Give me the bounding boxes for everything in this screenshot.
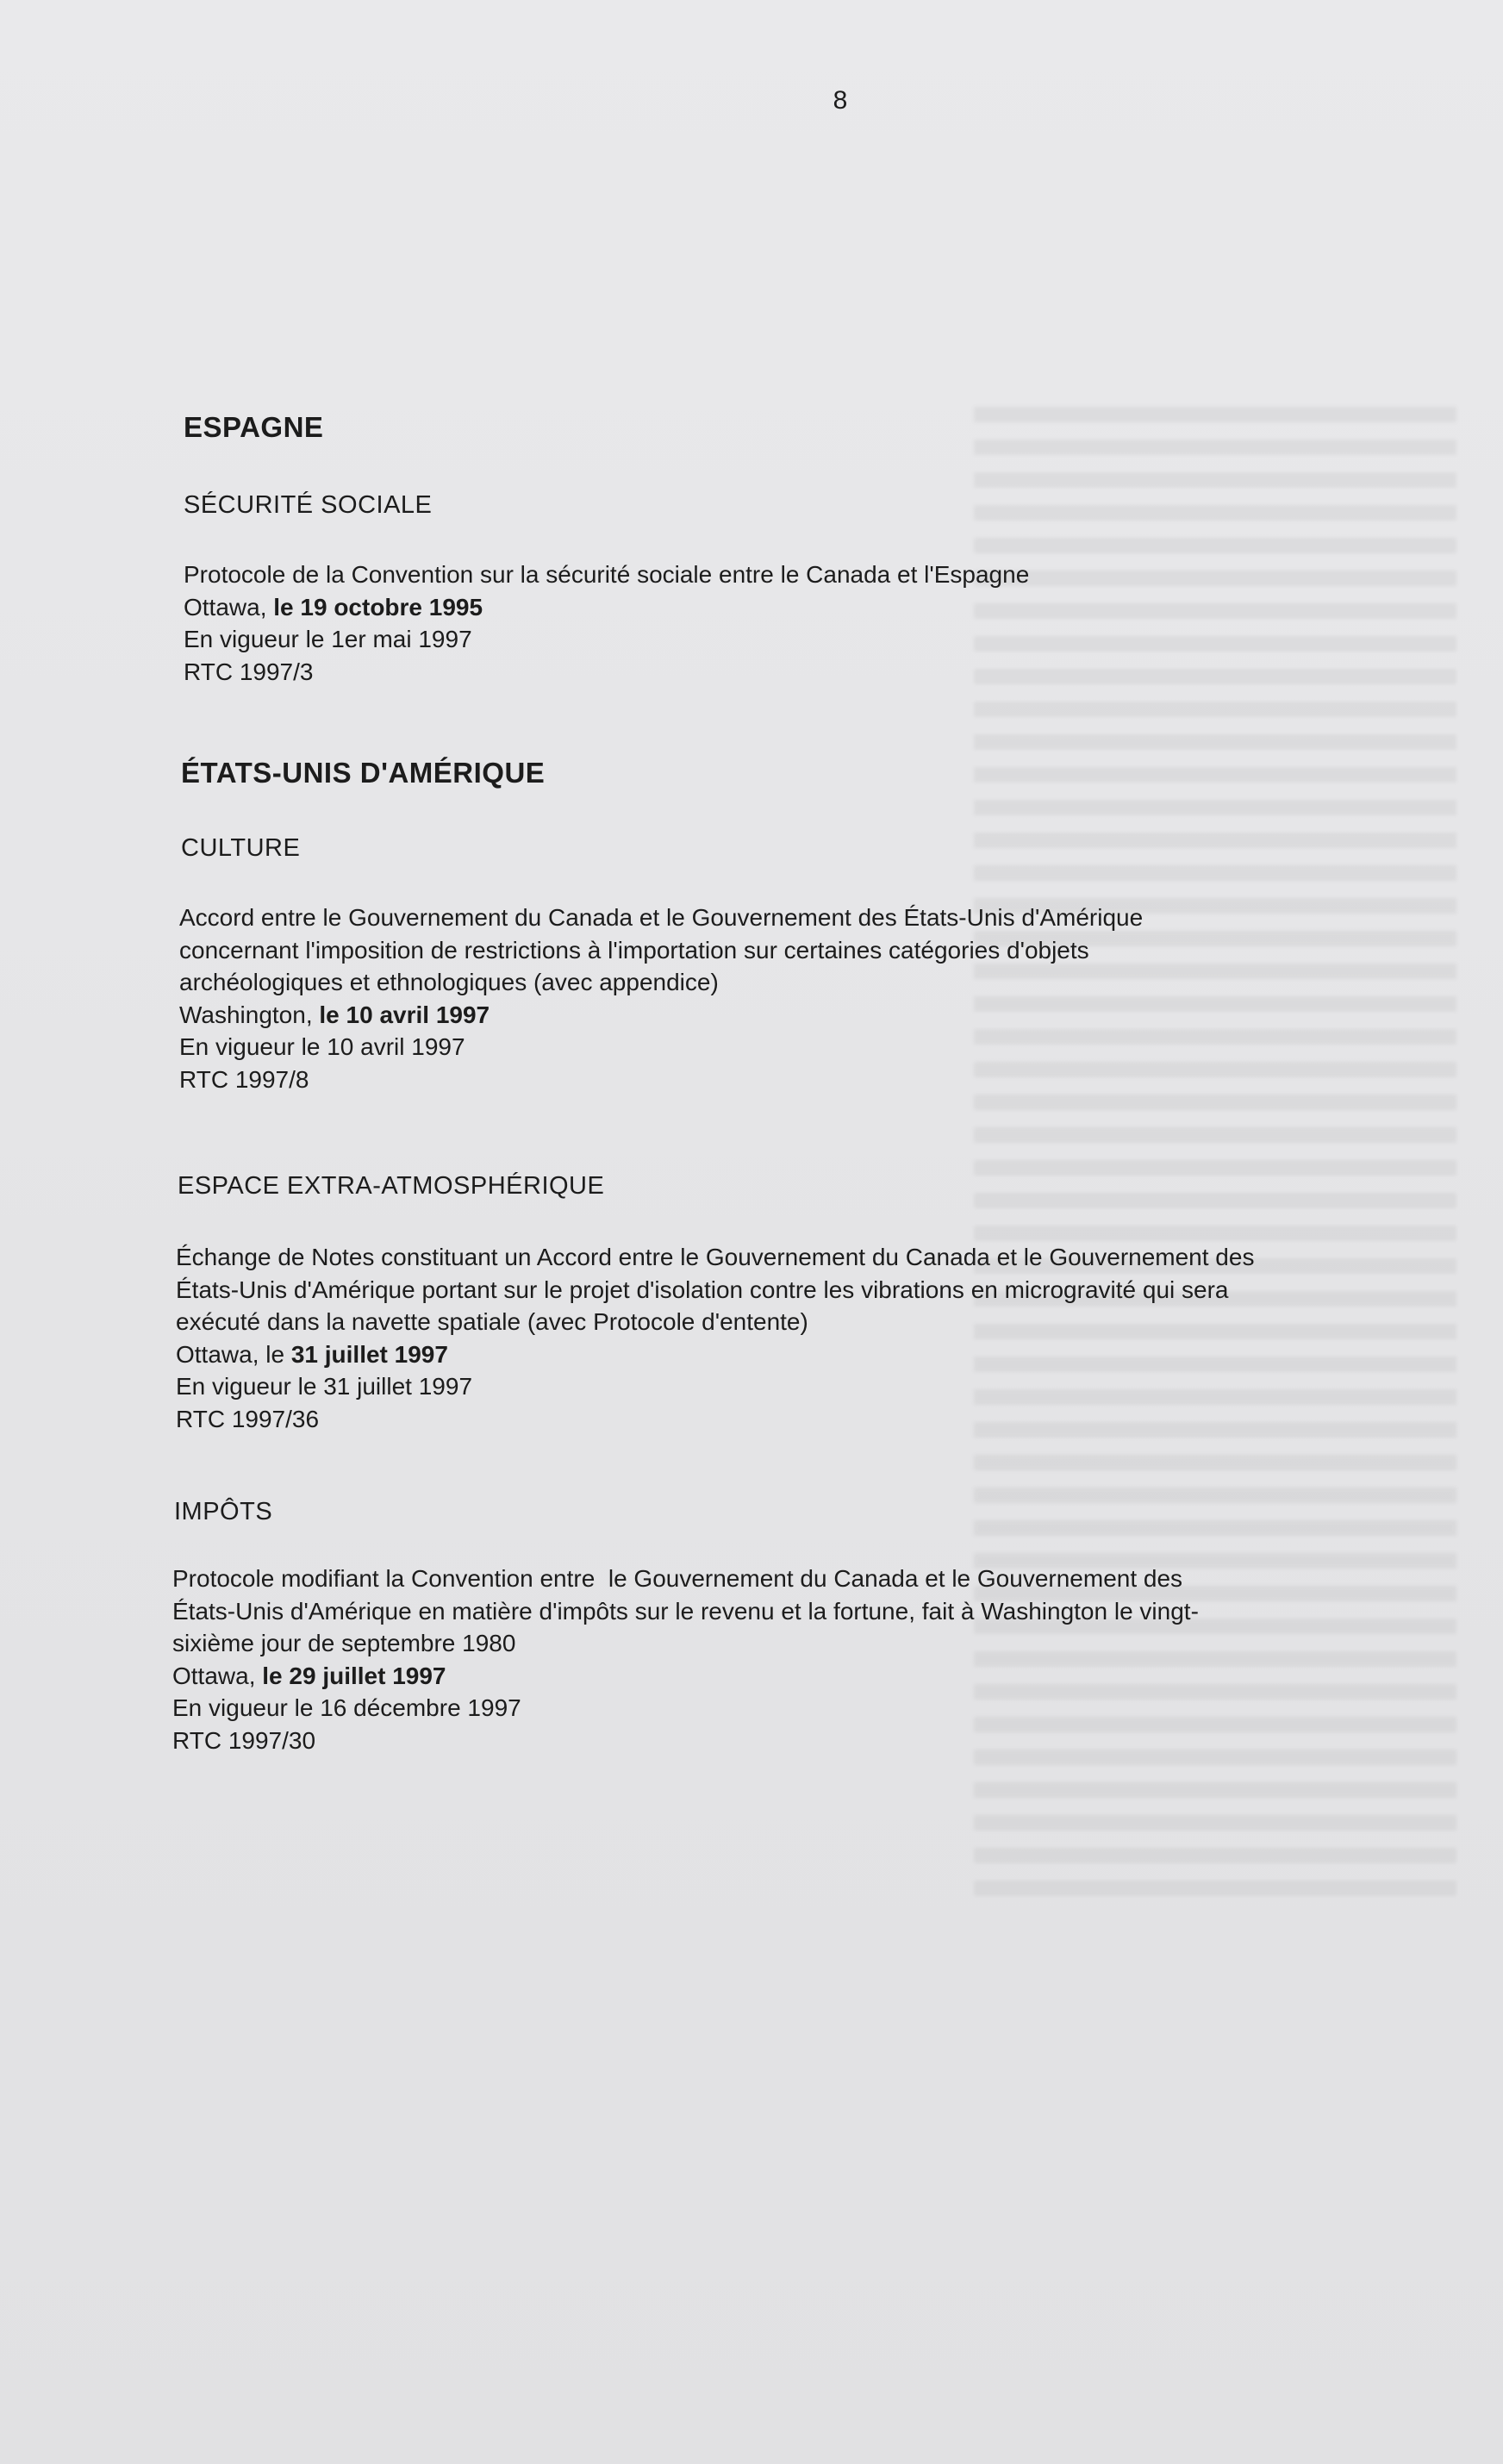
entry-date: 31 juillet 1997 [290, 1340, 448, 1368]
subheading-securite-sociale: SÉCURITÉ SOCIALE [184, 491, 433, 519]
entry-place: Ottawa, le [176, 1340, 291, 1368]
entry-in-force: En vigueur le 31 juillet 1997 [176, 1373, 473, 1400]
entry-in-force: En vigueur le 10 avril 1997 [179, 1033, 465, 1060]
entry-date: le 10 avril 1997 [319, 1001, 490, 1028]
entry-espagne-securite-sociale [184, 558, 1459, 688]
entry-place-date [176, 1338, 1451, 1371]
entry-place-date [184, 591, 1459, 624]
heading-etats-unis: ÉTATS-UNIS D'AMÉRIQUE [181, 757, 546, 789]
entry-place-date [179, 999, 1455, 1032]
entry-title-line: Protocole modifiant la Convention entre le Gouvernement du Canada et le Gouvernement des [172, 1565, 1183, 1592]
page-number: 8 [833, 86, 848, 115]
subheading-impots: IMPÔTS [174, 1498, 273, 1525]
entry-date: le 19 octobre 1995 [273, 593, 483, 621]
entry-place: Ottawa, [184, 593, 274, 621]
entry-in-force: En vigueur le 16 décembre 1997 [172, 1694, 521, 1721]
entry-etats-unis-impots [172, 1563, 1448, 1756]
entry-title-line: concernant l'imposition de restrictions à l'importation sur certaines catégories d'objets [179, 936, 1089, 964]
entry-title-line: États-Unis d'Amérique portant sur le projet d'isolation contre les vibrations en microgravité qui sera [176, 1276, 1229, 1303]
subheading-culture: CULTURE [181, 834, 301, 862]
entry-place: Ottawa, [172, 1662, 263, 1689]
entry-title-line: exécuté dans la navette spatiale (avec Protocole d'entente) [176, 1308, 808, 1335]
heading-espagne: ESPAGNE [184, 411, 324, 443]
entry-place: Washington, [179, 1001, 320, 1028]
entry-etats-unis-espace [176, 1241, 1451, 1435]
entry-reference: RTC 1997/36 [176, 1405, 320, 1432]
entry-title-line: Protocole de la Convention sur la sécurité sociale entre le Canada et l'Espagne [184, 561, 1030, 588]
entry-title-line: États-Unis d'Amérique en matière d'impôts sur le revenu et la fortune, fait à Washington le vingt- [172, 1597, 1199, 1625]
entry-place-date [172, 1660, 1448, 1693]
entry-reference: RTC 1997/3 [184, 658, 314, 685]
entry-title-line: Échange de Notes constituant un Accord entre le Gouvernement du Canada et le Gouvernement des [176, 1244, 1255, 1270]
entry-reference: RTC 1997/8 [179, 1065, 309, 1093]
entry-title-line: archéologiques et ethnologiques (avec appendice) [179, 969, 719, 995]
entry-date: le 29 juillet 1997 [262, 1662, 446, 1689]
subheading-espace: ESPACE EXTRA-ATMOSPHÉRIQUE [178, 1172, 605, 1200]
entry-title-line: Accord entre le Gouvernement du Canada et le Gouvernement des États-Unis d'Amérique [179, 904, 1144, 931]
entry-etats-unis-culture [179, 901, 1455, 1095]
entry-in-force: En vigueur le 1er mai 1997 [184, 626, 472, 652]
entry-reference: RTC 1997/30 [172, 1726, 316, 1754]
entry-title-line: sixième jour de septembre 1980 [172, 1630, 516, 1656]
